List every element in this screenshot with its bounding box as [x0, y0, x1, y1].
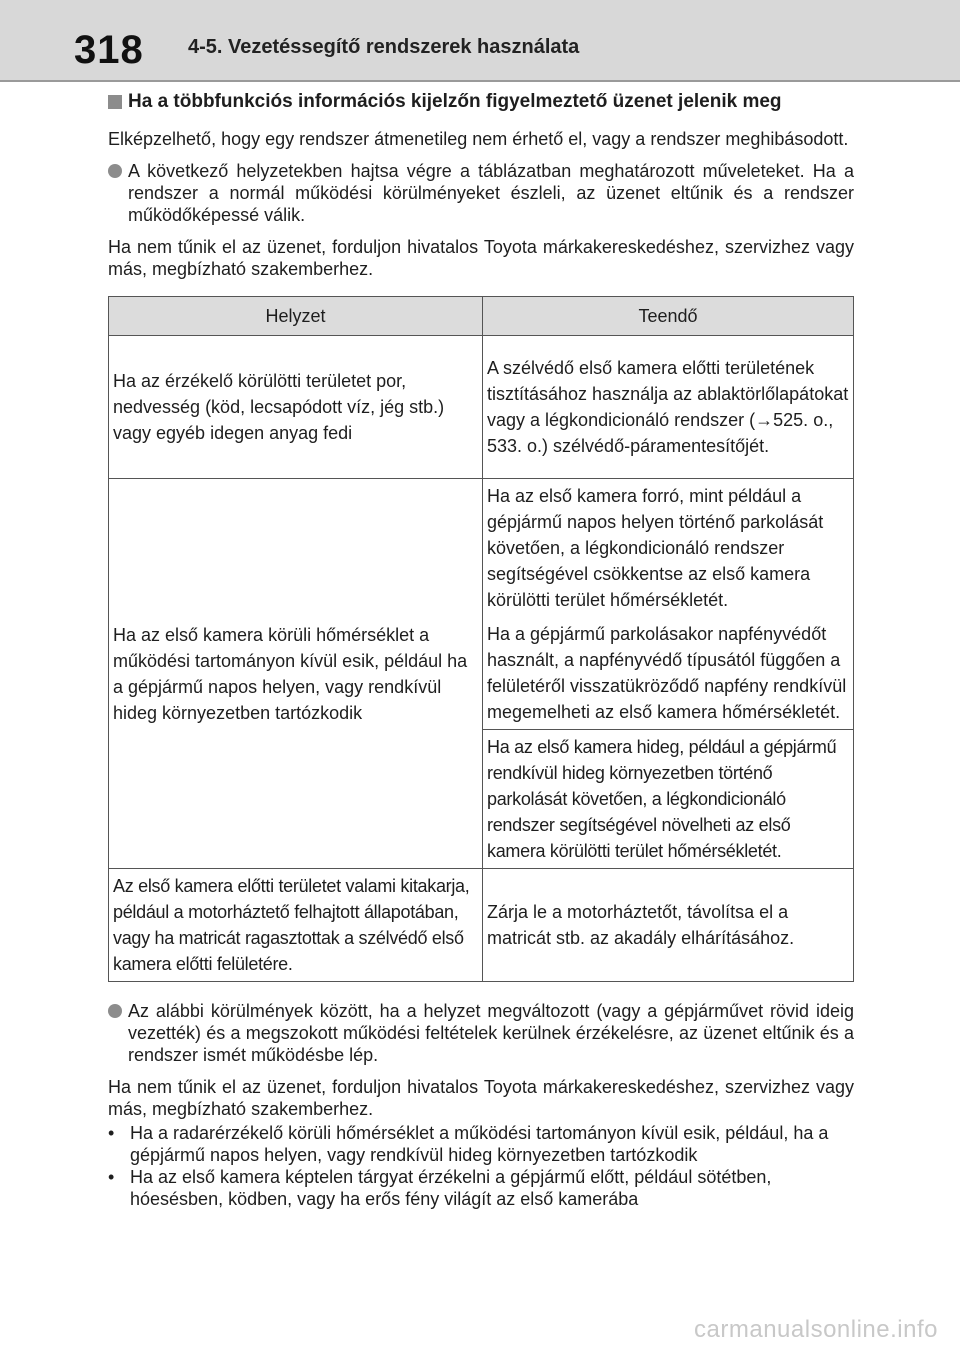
- contact-paragraph: Ha nem tűnik el az üzenet, forduljon hivatalos Toyota márkakereskedéshez, szervizhez vagy más, megbízható szakemberhez.: [108, 237, 854, 279]
- bullet-text: Az alábbi körülmények között, ha a helyzet megváltozott (vagy a gépjárművet rövid ideig vezették) és a megszokott működési feltételek kerülnek érzékelésre, az üzenet eltűnik és a rendszer ismét működésbe lép.: [128, 1001, 854, 1065]
- table-row: [109, 869, 854, 982]
- table-header-situation: Helyzet: [109, 297, 483, 336]
- action-paragraph: Ha az első kamera forró, mint például a gépjármű napos helyen történő parkolását követően, a légkondicionáló rendszer segítségével csökkentse az első kamera körülötti terület hőmérsékletét.: [487, 486, 824, 610]
- bullet-text: A következő helyzetekben hajtsa végre a táblázatban meghatározott műveleteket. Ha a rendszer a normál működési körülményeket észleli, az üzenet eltűnik és a rendszer működőképessé válik.: [128, 161, 854, 225]
- table-cell-action: [483, 479, 854, 730]
- table-row: [109, 479, 854, 730]
- list-marker: •: [108, 1123, 115, 1143]
- square-bullet-icon: [108, 95, 122, 109]
- intro-paragraph: Elképzelhető, hogy egy rendszer átmenetileg nem érhető el, vagy a rendszer meghibásodott.: [108, 129, 849, 149]
- list-item-text: Ha az első kamera képtelen tárgyat érzékelni a gépjármű előtt, például sötétben, hóesésben, ködben, vagy ha erős fény világít az első kamerába: [130, 1167, 772, 1209]
- list-item: [108, 1122, 854, 1166]
- table-cell-situation: Az első kamera előtti területet valami kitakarja, például a motorháztető felhajtott állapotában, vagy ha matricát ragasztottak a szélvédő első kamera előtti felületére.: [109, 869, 483, 982]
- table-row: [109, 336, 854, 479]
- list-marker: •: [108, 1167, 115, 1187]
- table-header-action: Teendő: [483, 297, 854, 336]
- chapter-title: 4-5. Vezetéssegítő rendszerek használata: [188, 36, 580, 58]
- action-paragraph: Ha a gépjármű parkolásakor napfényvédőt használt, a napfényvédő típusától függően a felületéről visszatükröződő napfény rendkívül megemelheti az első kamera hőmérsékletét.: [487, 624, 847, 722]
- table-cell-situation: Ha az érzékelő körülötti területet por, nedvesség (köd, lecsapódott víz, jég stb.) vagy egyéb idegen anyag fedi: [109, 336, 483, 479]
- table-cell-action: Zárja le a motorháztetőt, távolítsa el a matricát stb. az akadály elhárításához.: [483, 869, 854, 982]
- circle-bullet-icon: [108, 1004, 122, 1018]
- situation-table: [108, 296, 854, 982]
- table-header-row: [109, 297, 854, 336]
- list-item: [108, 1166, 854, 1210]
- section-heading-text: Ha a többfunkciós információs kijelzőn figyelmeztető üzenet jelenik meg: [128, 91, 782, 112]
- bullet-paragraph: [108, 1000, 854, 1066]
- contact-paragraph: Ha nem tűnik el az üzenet, forduljon hivatalos Toyota márkakereskedéshez, szervizhez vagy más, megbízható szakemberhez.: [108, 1077, 854, 1119]
- page-content: [108, 90, 854, 1210]
- table-cell-action: Ha az első kamera hideg, például a gépjármű rendkívül hideg környezetben történő parkolását követően, a légkondicionáló rendszer segítségével növelheti az első kamera körülötti terület hőmérsékletét.: [483, 730, 854, 869]
- circle-bullet-icon: [108, 164, 122, 178]
- watermark: carmanualsonline.info: [694, 1316, 938, 1343]
- list-item-text: Ha a radarérzékelő körüli hőmérséklet a működési tartományon kívül esik, például, ha a gépjármű napos helyen, vagy rendkívül hideg környezetben tartózkodik: [130, 1123, 829, 1165]
- table-cell-action: A szélvédő első kamera előtti területének tisztításához használja az ablaktörlőlapátokat vagy a légkondicionáló rendszer (→525. o., 533. o.) szélvédő-páramentesítőjét.: [483, 336, 854, 479]
- bullet-paragraph: [108, 160, 854, 226]
- page-header: [0, 0, 960, 82]
- section-heading: [108, 90, 854, 114]
- page-number: 318: [74, 28, 144, 72]
- table-cell-situation: Ha az első kamera körüli hőmérséklet a működési tartományon kívül esik, például ha a gépjármű napos helyen, vagy rendkívül hideg környezetben tartózkodik: [109, 479, 483, 869]
